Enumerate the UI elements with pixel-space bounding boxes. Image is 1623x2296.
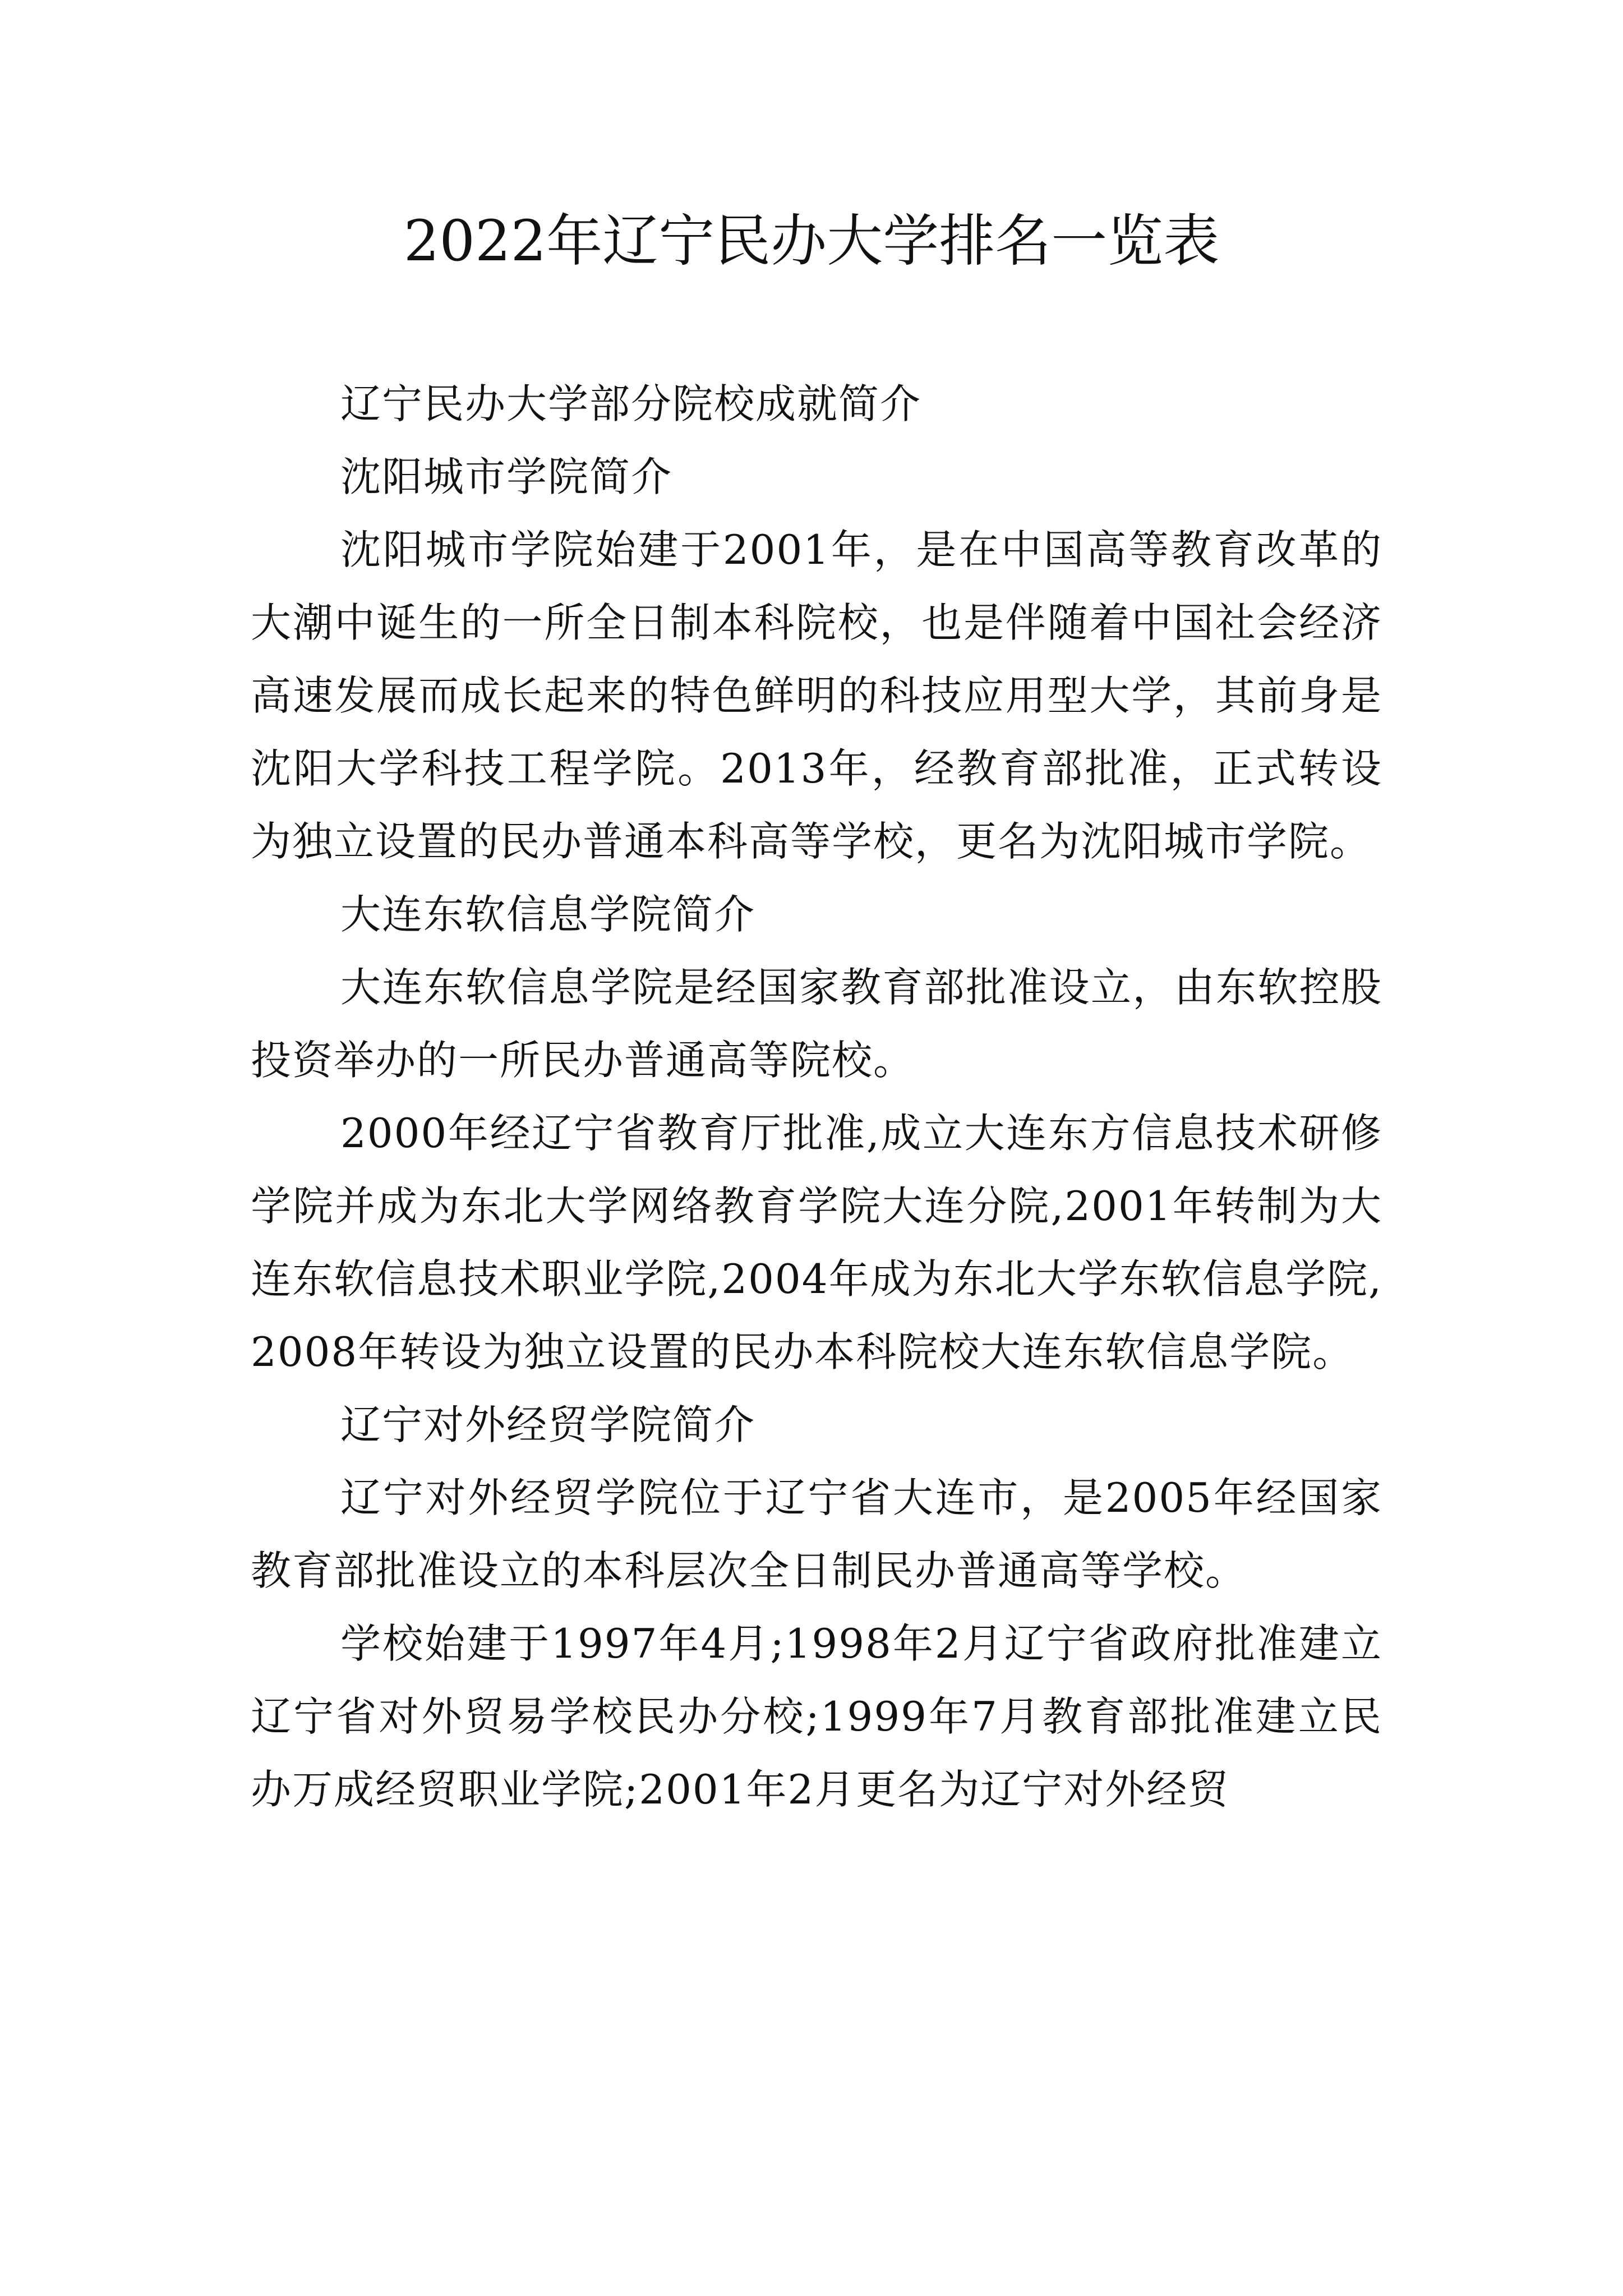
- paragraph: 沈阳城市学院简介: [340, 453, 673, 500]
- document-title: 2022年辽宁民办大学排名一览表: [403, 208, 1220, 274]
- document-body: [251, 367, 1382, 1826]
- paragraph: 辽宁对外经贸学院简介: [340, 1401, 756, 1448]
- paragraph: 大连东软信息学院是经国家教育部批准设立，由东软控股投资举办的一所民办普通高等院校。: [251, 964, 1382, 1084]
- paragraph: 沈阳城市学院始建于2001年，是在中国高等教育改革的大潮中诞生的一所全日制本科院校，也是伴随着中国社会经济高速发展而成长起来的特色鲜明的科技应用型大学，其前身是沈阳大学科技工程学院。2013年，经教育部批准，正式转设为独立设置的民办普通本科高等学校，更名为沈阳城市学院。: [251, 526, 1382, 865]
- paragraph: 辽宁民办大学部分院校成就简介: [340, 380, 922, 427]
- paragraph: 辽宁对外经贸学院位于辽宁省大连市，是2005年经国家教育部批准设立的本科层次全日制民办普通高等学校。: [251, 1474, 1382, 1594]
- paragraph: 大连东软信息学院简介: [340, 891, 756, 938]
- paragraph: 2000年经辽宁省教育厅批准,成立大连东方信息技术研修学院并成为东北大学网络教育学院大连分院,2001年转制为大连东软信息技术职业学院,2004年成为东北大学东软信息学院,2008年转设为独立设置的民办本科院校大连东软信息学院。: [251, 1110, 1382, 1375]
- paragraph: 学校始建于1997年4月;1998年2月辽宁省政府批准建立辽宁省对外贸易学校民办分校;1999年7月教育部批准建立民办万成经贸职业学院;2001年2月更名为辽宁对外经贸: [251, 1620, 1382, 1813]
